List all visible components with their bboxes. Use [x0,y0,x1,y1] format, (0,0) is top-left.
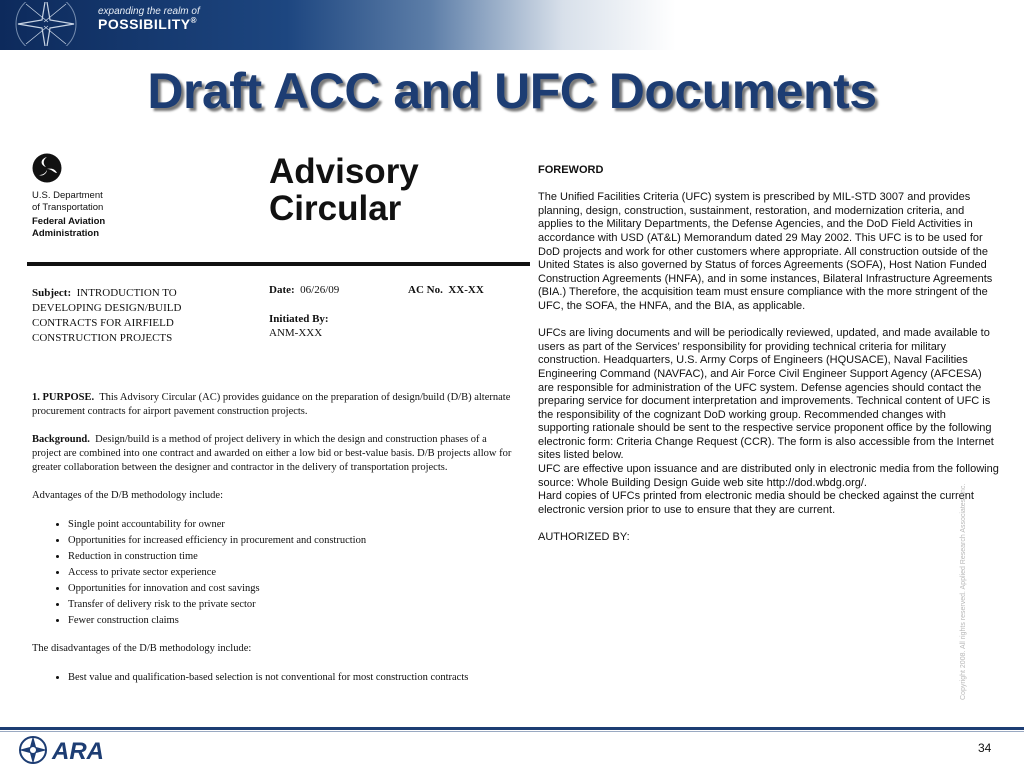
advisory-circular-title: Advisory Circular [269,152,419,228]
foreword-para2: UFCs are living documents and will be periodically reviewed, updated, and made available to users as part of the Services’ responsibility for providing technical criteria for military construction. Headquarters, U.S. Army Corps of Engineers (HQUSACE), Naval Facilities Engineering Command (NAVFAC), and Air Force Civil Engineer Support Agency (AFCESA) are responsible for administration of the UFC system. Defense agencies should contact the preparing service for document interpretation and improvements. Technical content of UFC is the responsibility of the cognizant DoD working group. Recommended changes with supporting rationale should be sent to the respective service proponent office by the following electronic form: Criteria Change Request (CCR). The form is also accessible from the Internet sites listed below. [538,327,994,462]
list-item: • Opportunities for innovation and cost savings [68,581,512,596]
ac-body [32,391,512,699]
list-item: • Opportunities for increased efficiency in procurement and construction [68,533,512,548]
authorized-by: AUTHORIZED BY: [538,531,630,544]
foreword-para4: Hard copies of UFCs printed from electronic media should be checked against the current electronic version prior to use to ensure that they are current. [538,490,974,516]
page-number: 34 [978,741,992,755]
subject-label: Subject: [32,287,72,299]
ufc-foreword [538,164,1000,558]
list-item: • Best value and qualification-based selection is not conventional for most construction contracts [68,670,512,685]
list-item: • Single point accountability for owner [68,517,512,532]
ara-logo-text: ARA [52,738,104,765]
ara-logo-icon [18,735,110,765]
advantages-list [32,517,512,628]
agency-department: U.S. Department of Transportation [32,190,104,213]
disadvantages-intro: The disadvantages of the D/B methodology include: [32,643,252,654]
list-item: • Access to private sector experience [68,565,512,580]
list-item: • Transfer of delivery risk to the private sector [68,597,512,612]
slide-title: Draft ACC and UFC Documents [147,63,877,119]
banner-brand: POSSIBILITY® [98,16,198,32]
purpose-paragraph: 1. PURPOSE. This Advisory Circular (AC) provides guidance on the preparation of design/build (D/B) alternate procurement contracts for airport pavement construction projects. [32,392,511,417]
foreword-para3: UFC are effective upon issuance and are distributed only in electronic media from the following source: Whole Building Design Guide web site http://dod.wbdg.org/. [538,463,999,489]
subject-value: INTRODUCTION TO DEVELOPING DESIGN/BUILD CONTRACTS FOR AIRFIELD CONSTRUCTION PROJECTS [32,287,182,344]
ac-number-block: AC No. XX-XX [408,284,484,296]
foreword-heading: FOREWORD [538,164,604,176]
agency-faa: Federal Aviation Administration [32,216,106,239]
advantages-intro: Advantages of the D/B methodology include: [32,490,224,501]
compass-star-logo-icon [8,2,88,46]
header-banner [0,0,1024,50]
subject-block [32,286,232,346]
banner-tagline: expanding the realm of [98,6,200,17]
footer-divider-thin [0,731,1024,732]
date-block: Date: 06/26/09 [269,284,340,296]
copyright-notice: Copyright 2008. All rights reserved. Applied Research Associates, Inc. [960,483,967,700]
list-item: • Reduction in construction time [68,549,512,564]
dot-triskelion-logo-icon [32,153,62,183]
header-divider [27,262,530,266]
disadvantages-list [32,670,512,685]
foreword-para1: The Unified Facilities Criteria (UFC) system is prescribed by MIL-STD 3007 and provides planning, design, construction, sustainment, restoration, and modernization criteria, and applies to the Military Departments, the Defense Agencies, and the DoD Field Activities in accordance with USD (AT&L) Memorandum dated 29 May 2002. This UFC is to be used for DoD projects and work for other customers where appropriate. All construction outside of the United States is also governed by Status of forces Agreements (SOFA), Host Nation Funded Construction Agreements (HNFA), and in some instances, Bilateral Infrastructure Agreements (BIA.) Therefore, the acquisition team must ensure compliance with the more stringent of the UFC, the SOFA, the HNFA, and the BIA, as applicable. [538,191,993,312]
background-paragraph: Background. Design/build is a method of project delivery in which the design and construction phases of a project are combined into one contract and awarded on either a low bid or best-value basis. D/B projects allow for greater collaboration between the designer and contractor in the delivery of transportation projects. [32,434,512,473]
footer-divider [0,727,1024,730]
list-item: • Fewer construction claims [68,613,512,628]
initiated-by-block: Initiated By: ANM-XXX [269,313,329,339]
